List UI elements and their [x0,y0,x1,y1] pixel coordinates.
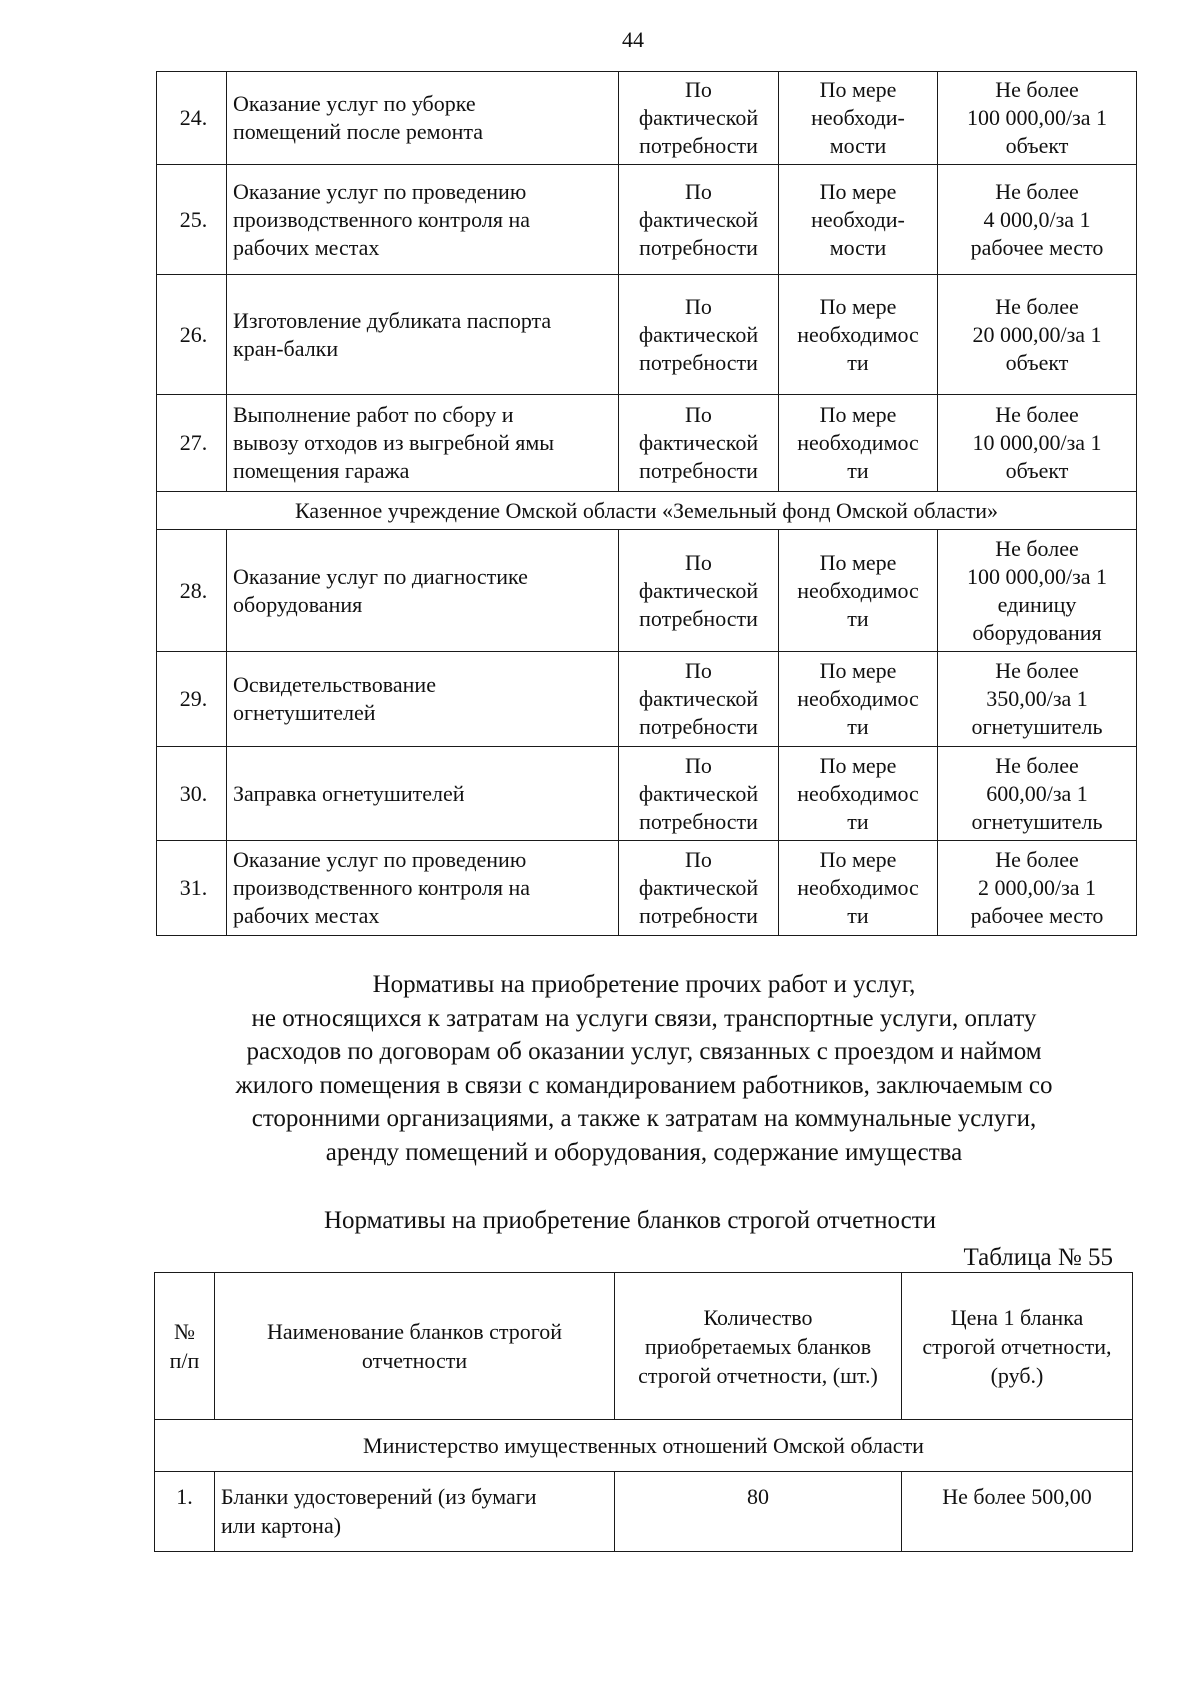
forms-norms-table [154,1272,1133,1552]
row-frequency: По мере необходи- мости [779,72,938,165]
page-number: 44 [622,27,644,52]
heading-line: сторонними организациями, а также к затратам на коммунальные услуги, [251,1105,1037,1132]
table-row [157,165,1137,275]
heading-line: не относящихся к затратам на услуги связи, транспортные услуги, оплату [251,1004,1037,1032]
row-quantity: По фактической потребности [619,652,779,747]
row-frequency: По мере необходимос ти [779,275,938,395]
row-quantity: По фактической потребности [619,841,779,936]
row-number: 25. [157,165,227,275]
table-row [157,275,1137,395]
row-quantity: 80 [615,1472,902,1552]
row-price: Не более 350,00/за 1 огнетушитель [938,652,1137,747]
row-price: Не более 500,00 [902,1472,1133,1552]
table-row [157,652,1137,747]
row-frequency: По мере необходимос ти [779,841,938,936]
header-name: Наименование бланков строгой отчетности [215,1273,615,1420]
row-price: Не более 20 000,00/за 1 объект [938,275,1137,395]
row-frequency: По мере необходи- мости [779,165,938,275]
table-row [157,747,1137,841]
heading-line: Нормативы на приобретение прочих работ и услуг, [372,971,916,998]
row-price: Не более 10 000,00/за 1 объект [938,395,1137,492]
section-row [155,1420,1133,1472]
row-quantity: По фактической потребности [619,165,779,275]
row-number: 1. [155,1472,215,1552]
table-row [157,395,1137,492]
row-name: Оказание услуг по проведению производственного контроля на рабочих местах [227,841,619,936]
section-title: Казенное учреждение Омской области «Земельный фонд Омской области» [157,492,1137,530]
row-name: Оказание услуг по проведению производственного контроля на рабочих местах [227,165,619,275]
row-price: Не более 4 000,0/за 1 рабочее место [938,165,1137,275]
row-number: 26. [157,275,227,395]
table-row [157,841,1137,936]
row-number: 29. [157,652,227,747]
table-row [157,530,1137,652]
row-quantity: По фактической потребности [619,72,779,165]
row-price: Не более 100 000,00/за 1 единицу оборудования [938,530,1137,652]
table-row [157,72,1137,165]
row-frequency: По мере необходимос ти [779,530,938,652]
header-price: Цена 1 бланка строгой отчетности, (руб.) [902,1273,1133,1420]
header-quantity: Количество приобретаемых бланков строгой отчетности, (шт.) [615,1273,902,1420]
heading-line: жилого помещения в связи с командированием работников, заключаемым со [235,1071,1053,1099]
section-row [157,492,1137,530]
row-name: Изготовление дубликата паспорта кран-балки [227,275,619,395]
row-quantity: По фактической потребности [619,530,779,652]
row-frequency: По мере необходимос ти [779,395,938,492]
row-number: 24. [157,72,227,165]
section-heading [146,968,1142,1169]
row-quantity: По фактической потребности [619,395,779,492]
row-name: Заправка огнетушителей [227,747,619,841]
norms-table-body [157,72,1137,936]
norms-table-continued [156,71,1137,936]
table-subheading: Нормативы на приобретение бланков строгой отчетности [323,1207,936,1234]
row-price: Не более 2 000,00/за 1 рабочее место [938,841,1137,936]
row-name: Освидетельствование огнетушителей [227,652,619,747]
row-frequency: По мере необходимос ти [779,652,938,747]
header-num: № п/п [155,1273,215,1420]
row-name: Оказание услуг по уборке помещений после ремонта [227,72,619,165]
row-name: Оказание услуг по диагностике оборудования [227,530,619,652]
section-title: Министерство имущественных отношений Омской области [155,1420,1133,1472]
table-header-row [155,1273,1133,1420]
row-number: 31. [157,841,227,936]
row-price: Не более 600,00/за 1 огнетушитель [938,747,1137,841]
heading-line: расходов по договорам об оказании услуг, связанных с проездом и наймом [246,1038,1042,1065]
row-quantity: По фактической потребности [619,275,779,395]
row-frequency: По мере необходимос ти [779,747,938,841]
heading-line: аренду помещений и оборудования, содержание имущества [325,1138,963,1166]
row-price: Не более 100 000,00/за 1 объект [938,72,1137,165]
row-quantity: По фактической потребности [619,747,779,841]
row-name: Бланки удостоверений (из бумаги или картона) [215,1472,615,1552]
row-number: 30. [157,747,227,841]
table-number-label: Таблица № 55 [963,1244,1113,1271]
table-row [155,1472,1133,1552]
row-name: Выполнение работ по сбору и вывозу отходов из выгребной ямы помещения гаража [227,395,619,492]
row-number: 27. [157,395,227,492]
row-number: 28. [157,530,227,652]
